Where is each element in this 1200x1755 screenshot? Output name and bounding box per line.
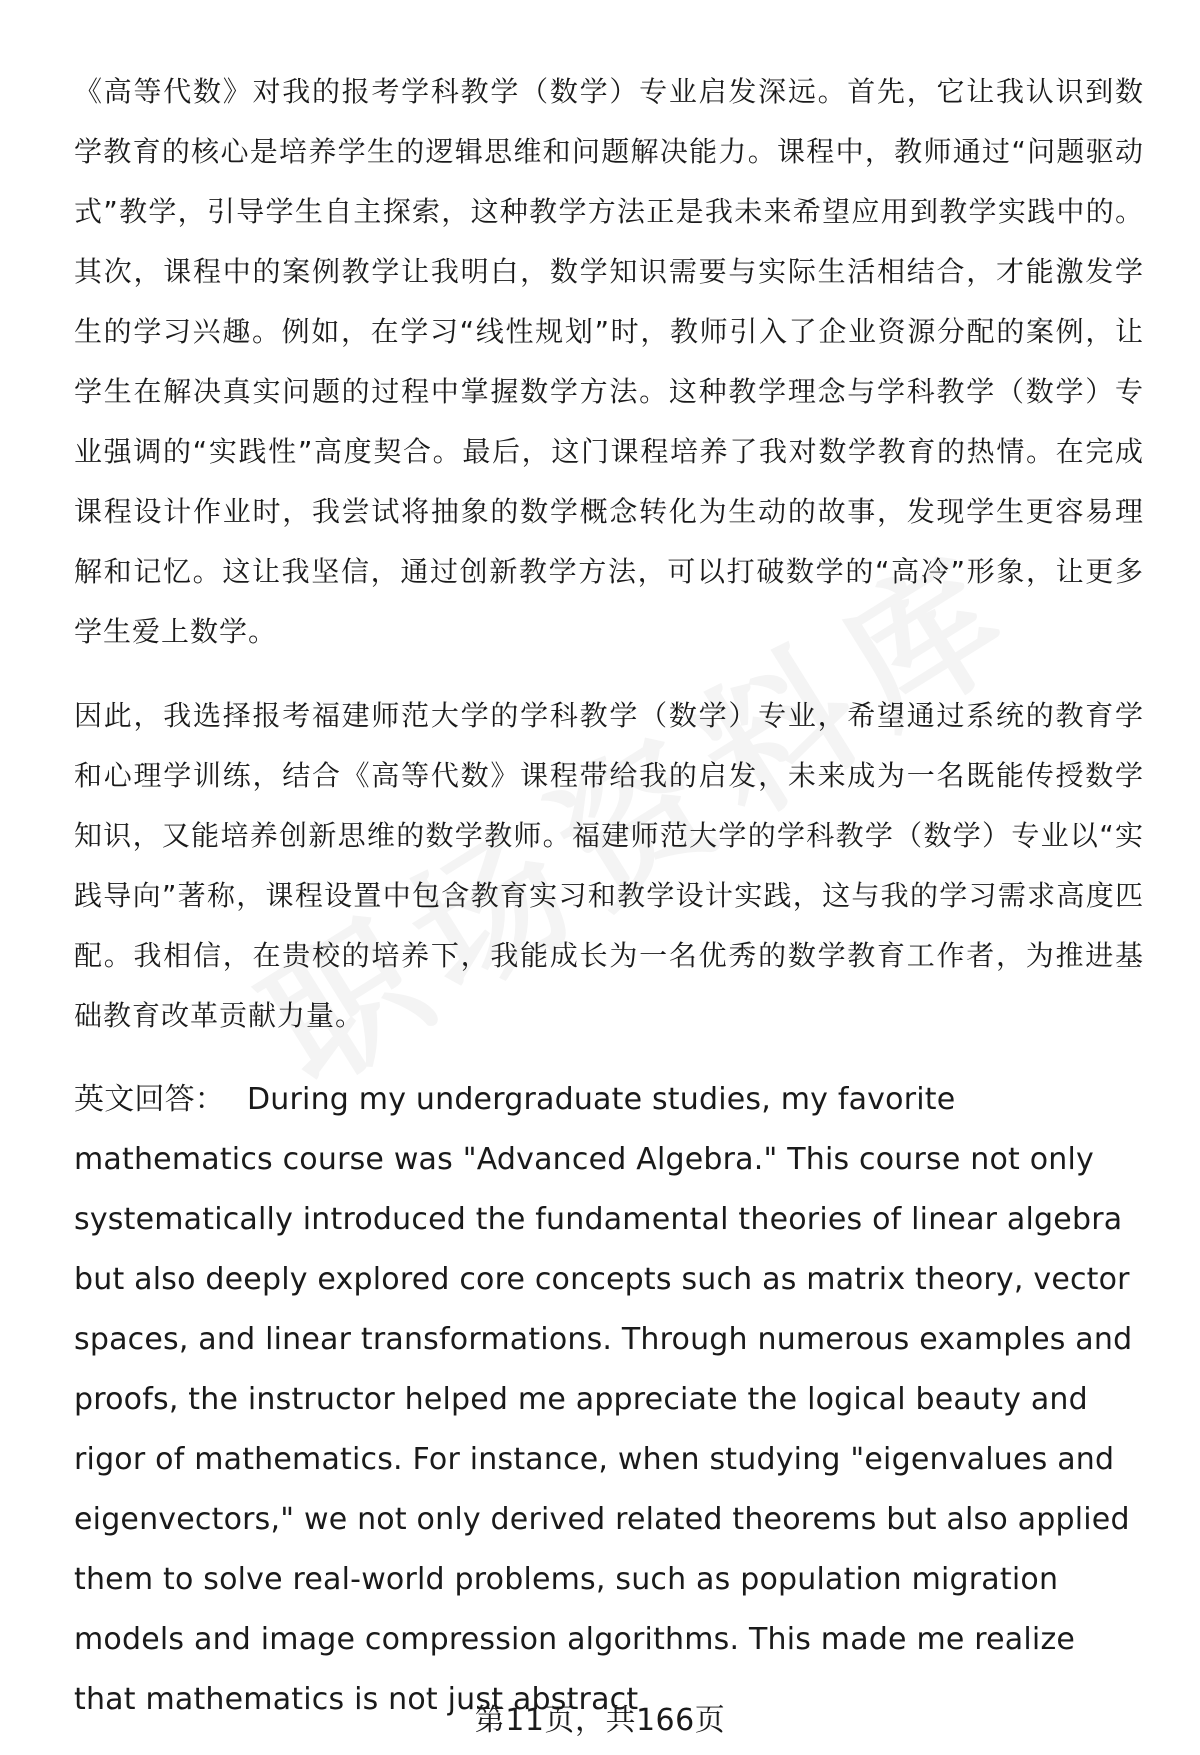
document-body xyxy=(74,62,1144,1730)
english-answer-text: During my undergraduate studies, my favorite mathematics course was "Advanced Algebra." This course not only systematically introduced the fundamental theories of linear algebra but also deeply explored core concepts such as matrix theory, vector spaces, and linear transformations. Through numerous examples and proofs, the instructor helped me appreciate the logical beauty and rigor of mathematics. For instance, when studying "eigenvalues and eigenvectors," we not only derived related theorems but also applied them to solve real-world problems, such as population migration models and image compression algorithms. This made me realize that mathematics is not just abstract xyxy=(74,1082,1133,1717)
page-number: 第11页，共166页 xyxy=(474,1703,726,1738)
english-answer-label: 英文回答： xyxy=(74,1082,225,1117)
paragraph-english-answer xyxy=(74,1070,1144,1730)
paragraph-spacer xyxy=(74,1046,1144,1070)
paragraph-inspiration: 《高等代数》对我的报考学科教学（数学）专业启发深远。首先，它让我认识到数学教育的核心是培养学生的逻辑思维和问题解决能力。课程中，教师通过“问题驱动式”教学，引导学生自主探索，这种教学方法正是我未来希望应用到教学实践中的。其次，课程中的案例教学让我明白，数学知识需要与实际生活相结合，才能激发学生的学习兴趣。例如，在学习“线性规划”时，教师引入了企业资源分配的案例，让学生在解决真实问题的过程中掌握数学方法。这种教学理念与学科教学（数学）专业强调的“实践性”高度契合。最后，这门课程培养了我对数学教育的热情。在完成课程设计作业时，我尝试将抽象的数学概念转化为生动的故事，发现学生更容易理解和记忆。这让我坚信，通过创新教学方法，可以打破数学的“高冷”形象，让更多学生爱上数学。 xyxy=(74,75,1144,648)
paragraph-spacer xyxy=(74,662,1144,686)
paragraph-conclusion: 因此，我选择报考福建师范大学的学科教学（数学）专业，希望通过系统的教育学和心理学训练，结合《高等代数》课程带给我的启发，未来成为一名既能传授数学知识，又能培养创新思维的数学教师。福建师范大学的学科教学（数学）专业以“实践导向”著称，课程设置中包含教育实习和教学设计实践，这与我的学习需求高度匹配。我相信，在贵校的培养下，我能成长为一名优秀的数学教育工作者，为推进基础教育改革贡献力量。 xyxy=(74,699,1144,1032)
